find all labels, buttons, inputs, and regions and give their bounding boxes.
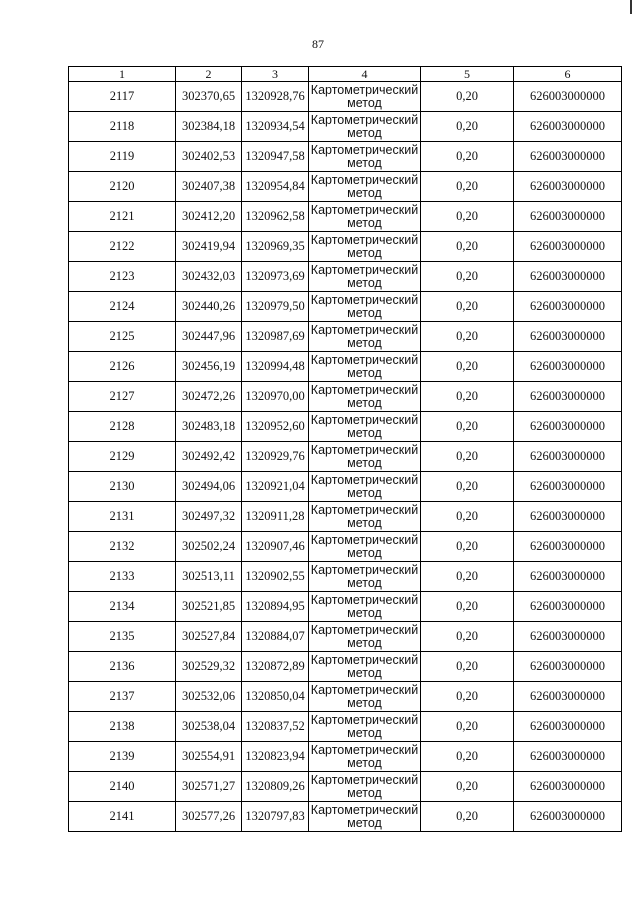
x-coordinate-cell: 302513,11 bbox=[176, 562, 242, 592]
method-line-2: метод bbox=[347, 785, 382, 800]
method-line-1: Картометрический bbox=[310, 562, 419, 577]
column-header-4: 4 bbox=[309, 67, 421, 82]
table-row bbox=[69, 202, 622, 232]
method-line-1: Картометрический bbox=[310, 382, 419, 397]
method-line-1: Картометрический bbox=[310, 232, 419, 247]
x-coordinate-cell: 302571,27 bbox=[176, 772, 242, 802]
method-line-2: метод bbox=[347, 155, 382, 170]
y-coordinate-cell: 1320872,89 bbox=[242, 652, 309, 682]
column-header-5: 5 bbox=[421, 67, 514, 82]
x-coordinate-cell: 302538,04 bbox=[176, 712, 242, 742]
point-number-cell: 2119 bbox=[69, 142, 176, 172]
x-coordinate-cell: 302456,19 bbox=[176, 352, 242, 382]
x-coordinate-cell: 302502,24 bbox=[176, 532, 242, 562]
method-line-2: метод bbox=[347, 215, 382, 230]
method-line-1: Картометрический bbox=[310, 592, 419, 607]
code-cell: 626003000000 bbox=[514, 412, 622, 442]
y-coordinate-cell: 1320894,95 bbox=[242, 592, 309, 622]
y-coordinate-cell: 1320911,28 bbox=[242, 502, 309, 532]
method-line-1: Картометрический bbox=[310, 262, 419, 277]
code-cell: 626003000000 bbox=[514, 442, 622, 472]
method-line-1: Картометрический bbox=[310, 442, 419, 457]
method-line-2: метод bbox=[347, 455, 382, 470]
accuracy-cell: 0,20 bbox=[421, 322, 514, 352]
point-number-cell: 2122 bbox=[69, 232, 176, 262]
code-cell: 626003000000 bbox=[514, 592, 622, 622]
accuracy-cell: 0,20 bbox=[421, 622, 514, 652]
code-cell: 626003000000 bbox=[514, 382, 622, 412]
code-cell: 626003000000 bbox=[514, 622, 622, 652]
table-row bbox=[69, 502, 622, 532]
method-cell bbox=[309, 142, 421, 172]
code-cell: 626003000000 bbox=[514, 502, 622, 532]
point-number-cell: 2137 bbox=[69, 682, 176, 712]
method-cell bbox=[309, 202, 421, 232]
y-coordinate-cell: 1320934,54 bbox=[242, 112, 309, 142]
coordinates-table bbox=[68, 66, 622, 832]
point-number-cell: 2138 bbox=[69, 712, 176, 742]
column-header-1: 1 bbox=[69, 67, 176, 82]
method-line-1: Картометрический bbox=[310, 742, 419, 757]
method-cell bbox=[309, 532, 421, 562]
code-cell: 626003000000 bbox=[514, 742, 622, 772]
x-coordinate-cell: 302419,94 bbox=[176, 232, 242, 262]
code-cell: 626003000000 bbox=[514, 262, 622, 292]
method-cell bbox=[309, 442, 421, 472]
method-line-2: метод bbox=[347, 695, 382, 710]
code-cell: 626003000000 bbox=[514, 652, 622, 682]
method-line-1: Картометрический bbox=[310, 712, 419, 727]
method-line-1: Картометрический bbox=[310, 532, 419, 547]
y-coordinate-cell: 1320884,07 bbox=[242, 622, 309, 652]
code-cell: 626003000000 bbox=[514, 352, 622, 382]
accuracy-cell: 0,20 bbox=[421, 82, 514, 112]
table-row bbox=[69, 112, 622, 142]
y-coordinate-cell: 1320850,04 bbox=[242, 682, 309, 712]
x-coordinate-cell: 302402,53 bbox=[176, 142, 242, 172]
column-header-6: 6 bbox=[514, 67, 622, 82]
y-coordinate-cell: 1320902,55 bbox=[242, 562, 309, 592]
x-coordinate-cell: 302492,42 bbox=[176, 442, 242, 472]
accuracy-cell: 0,20 bbox=[421, 742, 514, 772]
y-coordinate-cell: 1320823,94 bbox=[242, 742, 309, 772]
method-cell bbox=[309, 652, 421, 682]
y-coordinate-cell: 1320962,58 bbox=[242, 202, 309, 232]
y-coordinate-cell: 1320797,83 bbox=[242, 802, 309, 832]
method-cell bbox=[309, 592, 421, 622]
table-row bbox=[69, 262, 622, 292]
table-row bbox=[69, 322, 622, 352]
point-number-cell: 2135 bbox=[69, 622, 176, 652]
x-coordinate-cell: 302527,84 bbox=[176, 622, 242, 652]
method-cell bbox=[309, 382, 421, 412]
method-line-2: метод bbox=[347, 95, 382, 110]
method-cell bbox=[309, 412, 421, 442]
point-number-cell: 2127 bbox=[69, 382, 176, 412]
y-coordinate-cell: 1320921,04 bbox=[242, 472, 309, 502]
x-coordinate-cell: 302532,06 bbox=[176, 682, 242, 712]
code-cell: 626003000000 bbox=[514, 772, 622, 802]
x-coordinate-cell: 302440,26 bbox=[176, 292, 242, 322]
method-cell bbox=[309, 772, 421, 802]
method-line-2: метод bbox=[347, 275, 382, 290]
x-coordinate-cell: 302472,26 bbox=[176, 382, 242, 412]
table-row bbox=[69, 172, 622, 202]
y-coordinate-cell: 1320954,84 bbox=[242, 172, 309, 202]
x-coordinate-cell: 302494,06 bbox=[176, 472, 242, 502]
method-line-1: Картометрический bbox=[310, 412, 419, 427]
x-coordinate-cell: 302432,03 bbox=[176, 262, 242, 292]
accuracy-cell: 0,20 bbox=[421, 802, 514, 832]
accuracy-cell: 0,20 bbox=[421, 652, 514, 682]
method-cell bbox=[309, 172, 421, 202]
point-number-cell: 2131 bbox=[69, 502, 176, 532]
method-line-2: метод bbox=[347, 545, 382, 560]
scan-edge-mark bbox=[630, 0, 632, 14]
y-coordinate-cell: 1320928,76 bbox=[242, 82, 309, 112]
method-cell bbox=[309, 472, 421, 502]
y-coordinate-cell: 1320970,00 bbox=[242, 382, 309, 412]
point-number-cell: 2121 bbox=[69, 202, 176, 232]
y-coordinate-cell: 1320987,69 bbox=[242, 322, 309, 352]
y-coordinate-cell: 1320929,76 bbox=[242, 442, 309, 472]
table-row bbox=[69, 382, 622, 412]
method-line-1: Картометрический bbox=[310, 112, 419, 127]
method-line-1: Картометрический bbox=[310, 802, 419, 817]
method-line-1: Картометрический bbox=[310, 142, 419, 157]
x-coordinate-cell: 302497,32 bbox=[176, 502, 242, 532]
accuracy-cell: 0,20 bbox=[421, 592, 514, 622]
code-cell: 626003000000 bbox=[514, 322, 622, 352]
method-line-1: Картометрический bbox=[310, 502, 419, 517]
method-cell bbox=[309, 352, 421, 382]
table-body bbox=[69, 82, 622, 832]
code-cell: 626003000000 bbox=[514, 712, 622, 742]
code-cell: 626003000000 bbox=[514, 172, 622, 202]
page-number: 87 bbox=[312, 37, 324, 51]
y-coordinate-cell: 1320907,46 bbox=[242, 532, 309, 562]
table-row bbox=[69, 592, 622, 622]
table-row bbox=[69, 292, 622, 322]
point-number-cell: 2117 bbox=[69, 82, 176, 112]
table-row bbox=[69, 562, 622, 592]
method-line-2: метод bbox=[347, 515, 382, 530]
code-cell: 626003000000 bbox=[514, 802, 622, 832]
method-cell bbox=[309, 562, 421, 592]
code-cell: 626003000000 bbox=[514, 232, 622, 262]
point-number-cell: 2139 bbox=[69, 742, 176, 772]
table-row bbox=[69, 712, 622, 742]
table-row bbox=[69, 742, 622, 772]
method-line-1: Картометрический bbox=[310, 352, 419, 367]
accuracy-cell: 0,20 bbox=[421, 712, 514, 742]
method-cell bbox=[309, 802, 421, 832]
accuracy-cell: 0,20 bbox=[421, 142, 514, 172]
accuracy-cell: 0,20 bbox=[421, 412, 514, 442]
method-line-2: метод bbox=[347, 755, 382, 770]
code-cell: 626003000000 bbox=[514, 532, 622, 562]
table-row bbox=[69, 472, 622, 502]
y-coordinate-cell: 1320809,26 bbox=[242, 772, 309, 802]
code-cell: 626003000000 bbox=[514, 292, 622, 322]
method-line-2: метод bbox=[347, 665, 382, 680]
method-line-1: Картометрический bbox=[310, 322, 419, 337]
method-line-2: метод bbox=[347, 125, 382, 140]
x-coordinate-cell: 302529,32 bbox=[176, 652, 242, 682]
y-coordinate-cell: 1320973,69 bbox=[242, 262, 309, 292]
method-line-1: Картометрический bbox=[310, 82, 419, 97]
accuracy-cell: 0,20 bbox=[421, 292, 514, 322]
table-row bbox=[69, 142, 622, 172]
x-coordinate-cell: 302483,18 bbox=[176, 412, 242, 442]
table-row bbox=[69, 652, 622, 682]
x-coordinate-cell: 302407,38 bbox=[176, 172, 242, 202]
x-coordinate-cell: 302370,65 bbox=[176, 82, 242, 112]
method-line-1: Картометрический bbox=[310, 472, 419, 487]
method-line-2: метод bbox=[347, 365, 382, 380]
y-coordinate-cell: 1320947,58 bbox=[242, 142, 309, 172]
method-line-1: Картометрический bbox=[310, 292, 419, 307]
y-coordinate-cell: 1320979,50 bbox=[242, 292, 309, 322]
table-row bbox=[69, 622, 622, 652]
point-number-cell: 2128 bbox=[69, 412, 176, 442]
accuracy-cell: 0,20 bbox=[421, 262, 514, 292]
point-number-cell: 2141 bbox=[69, 802, 176, 832]
accuracy-cell: 0,20 bbox=[421, 772, 514, 802]
y-coordinate-cell: 1320952,60 bbox=[242, 412, 309, 442]
method-cell bbox=[309, 622, 421, 652]
x-coordinate-cell: 302384,18 bbox=[176, 112, 242, 142]
point-number-cell: 2120 bbox=[69, 172, 176, 202]
method-line-2: метод bbox=[347, 605, 382, 620]
method-line-1: Картометрический bbox=[310, 202, 419, 217]
method-line-1: Картометрический bbox=[310, 652, 419, 667]
code-cell: 626003000000 bbox=[514, 472, 622, 502]
method-line-2: метод bbox=[347, 635, 382, 650]
table-row bbox=[69, 802, 622, 832]
method-cell bbox=[309, 322, 421, 352]
code-cell: 626003000000 bbox=[514, 562, 622, 592]
point-number-cell: 2133 bbox=[69, 562, 176, 592]
table-row bbox=[69, 232, 622, 262]
point-number-cell: 2132 bbox=[69, 532, 176, 562]
code-cell: 626003000000 bbox=[514, 112, 622, 142]
method-line-1: Картометрический bbox=[310, 682, 419, 697]
point-number-cell: 2140 bbox=[69, 772, 176, 802]
method-cell bbox=[309, 262, 421, 292]
method-line-2: метод bbox=[347, 245, 382, 260]
accuracy-cell: 0,20 bbox=[421, 442, 514, 472]
point-number-cell: 2123 bbox=[69, 262, 176, 292]
point-number-cell: 2129 bbox=[69, 442, 176, 472]
point-number-cell: 2118 bbox=[69, 112, 176, 142]
method-line-2: метод bbox=[347, 815, 382, 830]
point-number-cell: 2125 bbox=[69, 322, 176, 352]
accuracy-cell: 0,20 bbox=[421, 472, 514, 502]
accuracy-cell: 0,20 bbox=[421, 232, 514, 262]
y-coordinate-cell: 1320837,52 bbox=[242, 712, 309, 742]
code-cell: 626003000000 bbox=[514, 142, 622, 172]
column-header-3: 3 bbox=[242, 67, 309, 82]
accuracy-cell: 0,20 bbox=[421, 682, 514, 712]
method-line-2: метод bbox=[347, 485, 382, 500]
method-line-1: Картометрический bbox=[310, 772, 419, 787]
x-coordinate-cell: 302447,96 bbox=[176, 322, 242, 352]
x-coordinate-cell: 302577,26 bbox=[176, 802, 242, 832]
method-cell bbox=[309, 742, 421, 772]
method-cell bbox=[309, 502, 421, 532]
accuracy-cell: 0,20 bbox=[421, 502, 514, 532]
point-number-cell: 2126 bbox=[69, 352, 176, 382]
method-line-2: метод bbox=[347, 305, 382, 320]
code-cell: 626003000000 bbox=[514, 82, 622, 112]
point-number-cell: 2136 bbox=[69, 652, 176, 682]
y-coordinate-cell: 1320969,35 bbox=[242, 232, 309, 262]
accuracy-cell: 0,20 bbox=[421, 112, 514, 142]
table-row bbox=[69, 532, 622, 562]
table-row bbox=[69, 772, 622, 802]
point-number-cell: 2134 bbox=[69, 592, 176, 622]
method-cell bbox=[309, 232, 421, 262]
method-line-2: метод bbox=[347, 575, 382, 590]
table-row bbox=[69, 352, 622, 382]
method-line-1: Картометрический bbox=[310, 172, 419, 187]
accuracy-cell: 0,20 bbox=[421, 532, 514, 562]
method-line-2: метод bbox=[347, 395, 382, 410]
method-cell bbox=[309, 112, 421, 142]
method-cell bbox=[309, 682, 421, 712]
accuracy-cell: 0,20 bbox=[421, 352, 514, 382]
column-header-2: 2 bbox=[176, 67, 242, 82]
point-number-cell: 2130 bbox=[69, 472, 176, 502]
accuracy-cell: 0,20 bbox=[421, 172, 514, 202]
method-cell bbox=[309, 712, 421, 742]
method-cell bbox=[309, 82, 421, 112]
x-coordinate-cell: 302521,85 bbox=[176, 592, 242, 622]
x-coordinate-cell: 302554,91 bbox=[176, 742, 242, 772]
method-line-2: метод bbox=[347, 185, 382, 200]
method-line-1: Картометрический bbox=[310, 622, 419, 637]
method-cell bbox=[309, 292, 421, 322]
method-line-2: метод bbox=[347, 725, 382, 740]
table-row bbox=[69, 442, 622, 472]
accuracy-cell: 0,20 bbox=[421, 382, 514, 412]
accuracy-cell: 0,20 bbox=[421, 562, 514, 592]
method-line-2: метод bbox=[347, 425, 382, 440]
code-cell: 626003000000 bbox=[514, 682, 622, 712]
accuracy-cell: 0,20 bbox=[421, 202, 514, 232]
y-coordinate-cell: 1320994,48 bbox=[242, 352, 309, 382]
table-row bbox=[69, 412, 622, 442]
x-coordinate-cell: 302412,20 bbox=[176, 202, 242, 232]
table-row bbox=[69, 682, 622, 712]
method-line-2: метод bbox=[347, 335, 382, 350]
table-row bbox=[69, 82, 622, 112]
point-number-cell: 2124 bbox=[69, 292, 176, 322]
table-header-row bbox=[69, 67, 622, 82]
code-cell: 626003000000 bbox=[514, 202, 622, 232]
